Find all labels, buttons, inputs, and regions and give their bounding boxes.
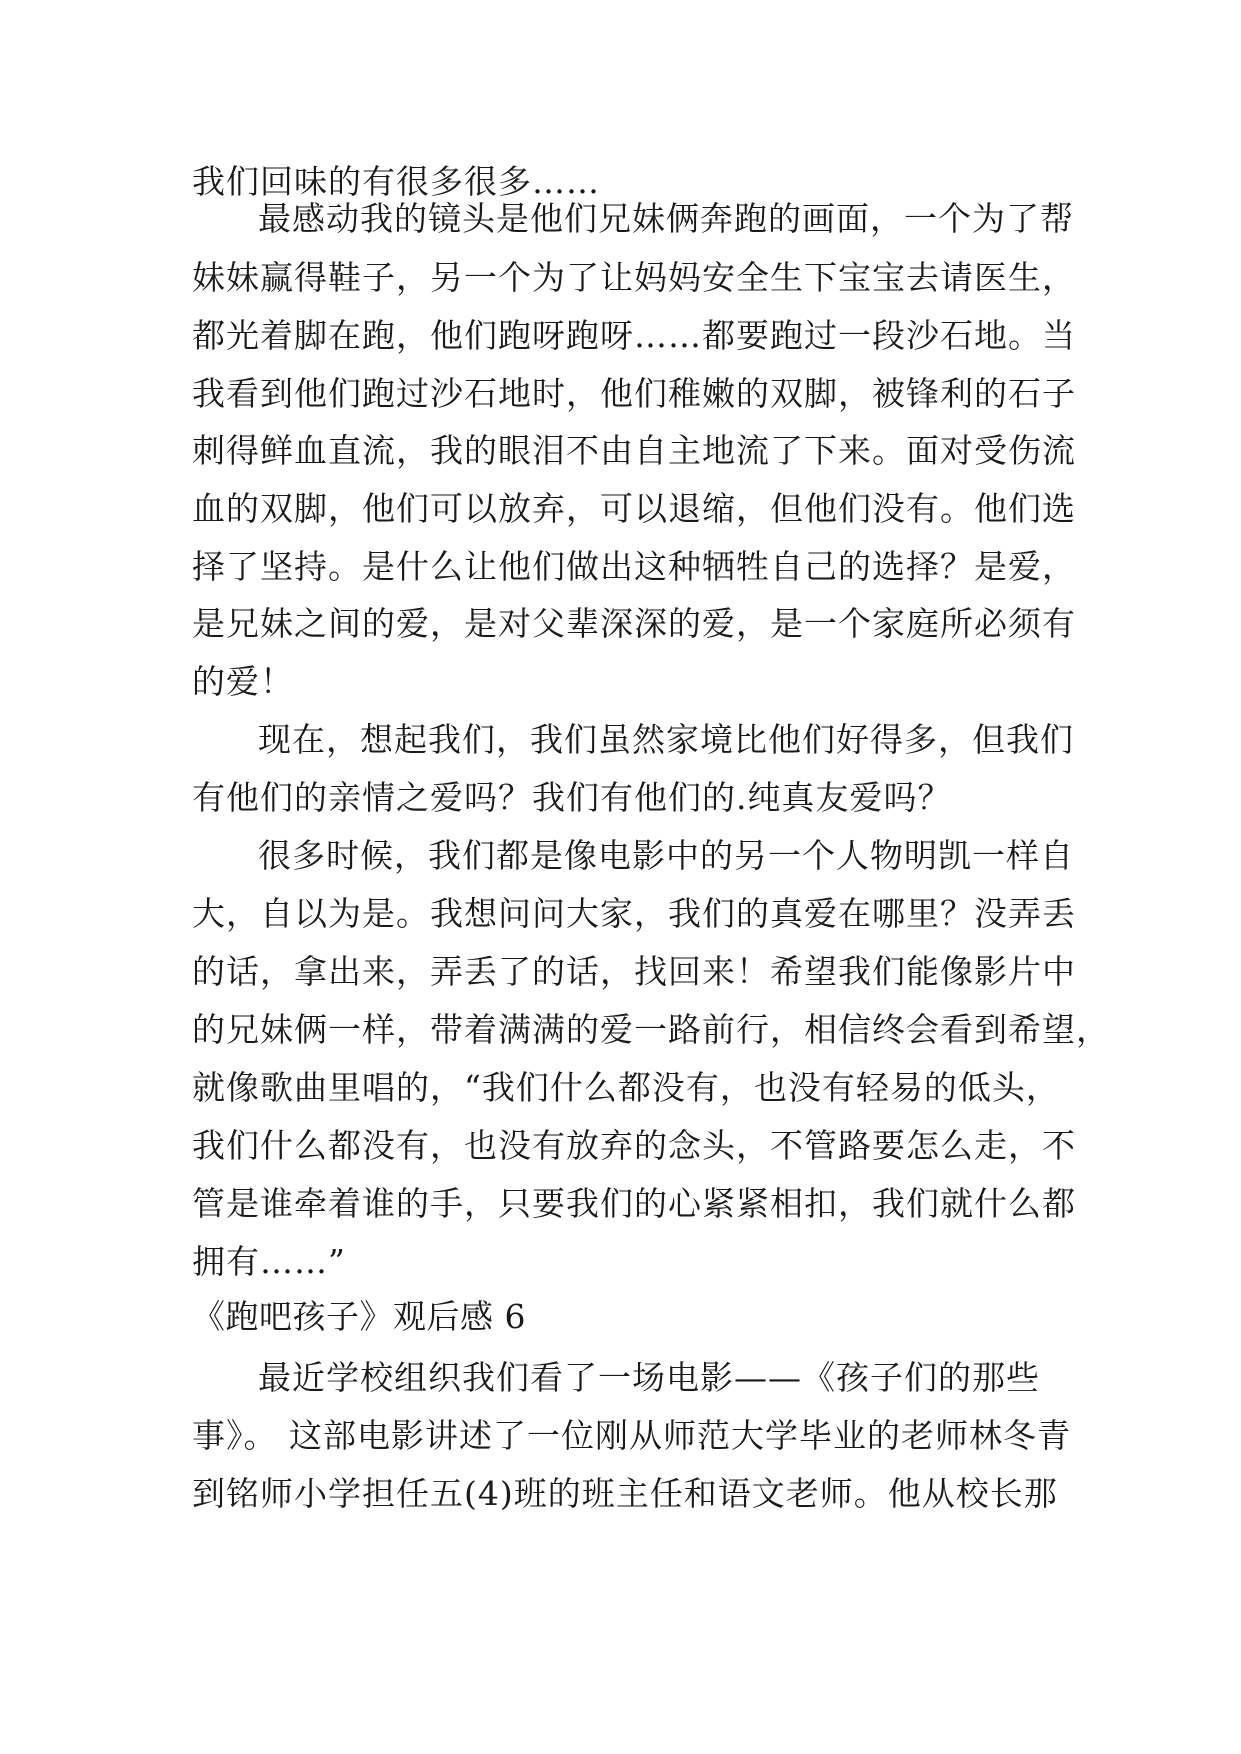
- text-line: 择了坚持。是什么让他们做出这种牺牲自己的选择？是爱，: [192, 547, 1076, 586]
- text-line: 血的双脚，他们可以放弃，可以退缩，但他们没有。他们选: [192, 489, 1076, 528]
- text-line: 事》。 这部电影讲述了一位刚从师范大学毕业的老师林冬青: [192, 1416, 1071, 1455]
- text-line: 的话，拿出来，弄丢了的话，找回来！希望我们能像影片中: [192, 952, 1076, 991]
- text-line: 我看到他们跑过沙石地时，他们稚嫩的双脚，被锋利的石子: [192, 374, 1076, 413]
- text-line: 就像歌曲里唱的，“我们什么都没有，也没有轻易的低头，: [192, 1068, 1060, 1107]
- text-line: 大，自以为是。我想问问大家，我们的真爱在哪里？没弄丢: [192, 894, 1076, 933]
- text-line: 刺得鲜血直流，我的眼泪不由自主地流了下来。面对受伤流: [192, 431, 1076, 470]
- text-line: 到铭师小学担任五(4)班的班主任和语文老师。他从校长那: [192, 1474, 1058, 1513]
- text-line: 的兄妹俩一样，带着满满的爱一路前行，相信终会看到希望，: [192, 1010, 1110, 1049]
- paragraph-start-line: 很多时候，我们都是像电影中的另一个人物明凯一样自: [258, 836, 1074, 875]
- text-line: 妹妹赢得鞋子，另一个为了让妈妈安全生下宝宝去请医生，: [192, 258, 1076, 297]
- text-line: 管是谁牵着谁的手，只要我们的心紧紧相扣，我们就什么都: [192, 1184, 1076, 1223]
- text-line: 拥有……”: [192, 1242, 346, 1281]
- text-line: 的爱！: [192, 662, 294, 701]
- section-heading: 《跑吧孩子》观后感 6: [192, 1297, 526, 1336]
- text-line: 是兄妹之间的爱，是对父辈深深的爱，是一个家庭所必须有: [192, 604, 1076, 643]
- paragraph-start-line: 最感动我的镜头是他们兄妹俩奔跑的画面，一个为了帮: [258, 199, 1074, 238]
- text-line: 我们回味的有很多很多……: [192, 162, 600, 201]
- text-line: 有他们的亲情之爱吗？我们有他们的.纯真友爱吗？: [192, 778, 952, 817]
- paragraph-start-line: 最近学校组织我们看了一场电影——《孩子们的那些: [258, 1358, 1040, 1397]
- text-line: 都光着脚在跑，他们跑呀跑呀……都要跑过一段沙石地。当: [192, 316, 1076, 355]
- paragraph-start-line: 现在，想起我们，我们虽然家境比他们好得多，但我们: [258, 720, 1074, 759]
- text-line: 我们什么都没有，也没有放弃的念头，不管路要怎么走，不: [192, 1126, 1076, 1165]
